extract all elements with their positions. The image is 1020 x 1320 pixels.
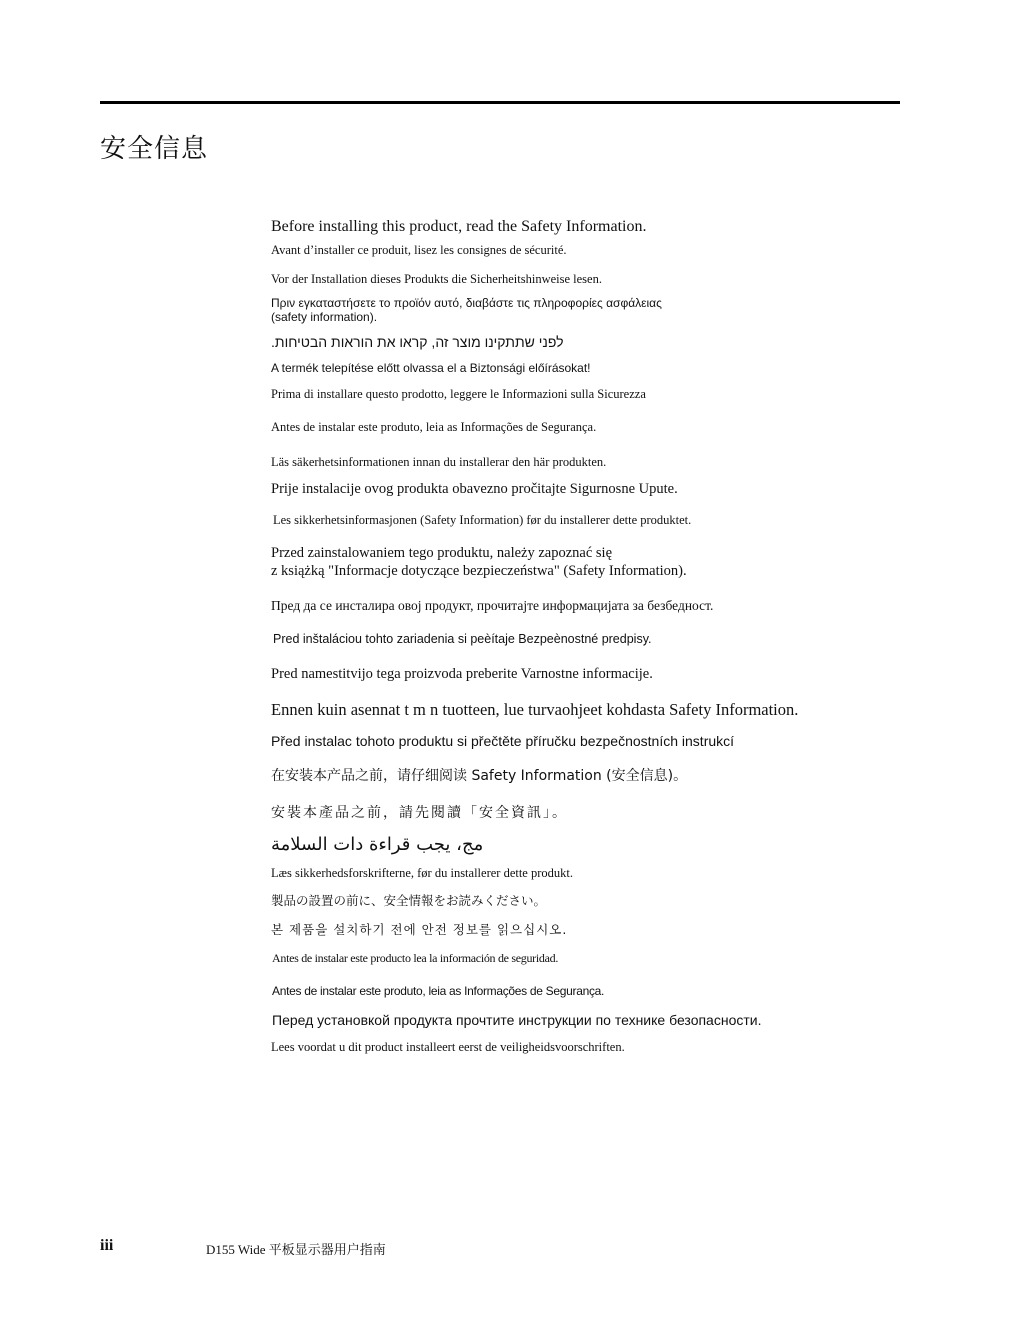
notice-hebrew: לפני שתתקינו מוצר זה, קראו את הוראות הבטיחות. xyxy=(271,334,564,350)
notice-italian: Prima di installare questo prodotto, leggere le Informazioni sulla Sicurezza xyxy=(271,387,646,401)
notice-japanese: 製品の設置の前に、安全情報をお読みください。 xyxy=(271,893,547,908)
notice-danish: Læs sikkerhedsforskrifterne, før du installerer dette produkt. xyxy=(271,866,573,880)
notice-slovak: Pred inštaláciou tohto zariadenia si peèítaje Bezpeènostné predpisy. xyxy=(273,632,652,646)
notice-french: Avant d’installer ce produit, lisez les consignes de sécurité. xyxy=(271,243,567,257)
notice-finnish: Ennen kuin asennat t m n tuotteen, lue turvaohjeet kohdasta Safety Information. xyxy=(271,700,799,719)
notice-chinese-traditional: 安裝本產品之前，請先閱讀「安全資訊」。 xyxy=(271,805,568,821)
notice-spanish: Antes de instalar este producto lea la información de seguridad. xyxy=(272,951,559,965)
notice-russian: Перед установкой продукта прочтите инструкции по технике безопасности. xyxy=(272,1012,762,1028)
notice-korean: 본 제품을 설치하기 전에 안전 정보를 읽으십시오. xyxy=(271,922,568,937)
notice-dutch: Lees voordat u dit product installeert eerst de veiligheidsvoorschriften. xyxy=(271,1040,625,1054)
notice-polish-line2: z książką "Informacje dotyczące bezpieczeństwa" (Safety Information). xyxy=(271,563,687,579)
notice-norwegian: Les sikkerhetsinformasjonen (Safety Information) før du installerer dette produktet. xyxy=(273,513,692,527)
header-rule xyxy=(100,101,900,104)
notice-greek-line1: Πριν εγκαταστήσετε το προϊόν αυτό, διαβάστε τις πληροφορίες ασφάλειας xyxy=(271,296,662,310)
notice-greek-line2: (safety information). xyxy=(271,310,378,324)
notice-german: Vor der Installation dieses Produkts die Sicherheitshinweise lesen. xyxy=(271,272,602,286)
page-number: iii xyxy=(100,1237,114,1254)
notice-czech: Před instalac tohoto produktu si přečtěte příručku bezpečnostních instrukcí xyxy=(271,733,735,749)
notice-chinese-simplified: 在安装本产品之前，请仔细阅读 Safety Information (安全信息)。 xyxy=(271,768,688,784)
footer-doc-title: D155 Wide 平板显示器用户指南 xyxy=(206,1242,386,1257)
notice-arabic: مج، يجب قراءة دات السلامة xyxy=(271,834,484,855)
notice-hungarian: A termék telepítése előtt olvassa el a Biztonsági előírásokat! xyxy=(271,361,591,375)
page-title: 安全信息 xyxy=(100,134,209,164)
notice-slovenian: Pred namestitvijo tega proizvoda preberite Varnostne informacije. xyxy=(271,666,653,682)
notice-polish-line1: Przed zainstalowaniem tego produktu, należy zapoznać się xyxy=(271,545,613,561)
notice-english: Before installing this product, read the Safety Information. xyxy=(271,218,647,235)
notice-macedonian: Пред да се инсталира овој продукт, прочитајте информацијата за безбедност. xyxy=(271,598,714,613)
notice-portuguese: Antes de instalar este produto, leia as Informações de Segurança. xyxy=(272,984,605,998)
notice-croatian: Prije instalacije ovog produkta obavezno pročitajte Sigurnosne Upute. xyxy=(271,481,678,497)
notice-swedish: Läs säkerhetsinformationen innan du installerar den här produkten. xyxy=(271,455,607,469)
notice-portuguese-brazil: Antes de instalar este produto, leia as Informações de Segurança. xyxy=(271,420,597,434)
